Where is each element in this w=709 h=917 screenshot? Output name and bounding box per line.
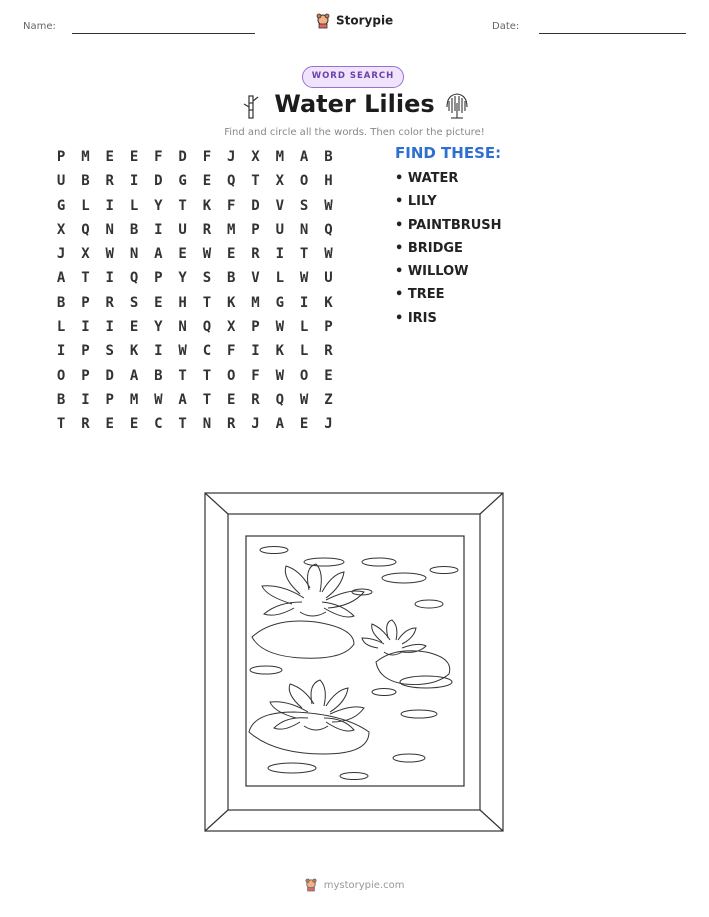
grid-letter[interactable]: P <box>56 149 66 165</box>
grid-letter[interactable]: M <box>129 391 139 408</box>
grid-letter[interactable]: A <box>275 416 285 433</box>
grid-letter[interactable]: Y <box>154 197 163 214</box>
word-list-item: • WATER <box>395 171 459 186</box>
date-label: Date: <box>492 21 520 32</box>
grid-letter[interactable]: M <box>275 149 285 165</box>
footer <box>0 878 709 892</box>
grid-letter[interactable]: P <box>81 294 90 311</box>
grid-letter[interactable]: I <box>251 343 260 360</box>
grid-letter[interactable]: R <box>251 246 260 263</box>
water-lilies-picture <box>204 492 506 834</box>
grid-letter[interactable]: Y <box>154 319 163 336</box>
grid-letter[interactable]: Q <box>275 391 285 408</box>
grid-letter[interactable]: T <box>178 367 187 384</box>
grid-letter[interactable]: P <box>105 391 114 408</box>
grid-letter[interactable]: B <box>324 149 333 165</box>
grid-row <box>49 220 341 244</box>
grid-letter[interactable]: O <box>299 367 309 384</box>
storypie-logo-icon <box>316 13 330 29</box>
word-list <box>395 171 502 334</box>
grid-letter[interactable]: W <box>178 343 187 360</box>
grid-letter[interactable]: I <box>129 173 139 190</box>
grid-letter[interactable]: E <box>129 416 139 433</box>
grid-letter[interactable]: B <box>154 367 163 384</box>
grid-letter[interactable]: U <box>178 221 187 238</box>
grid-letter[interactable]: E <box>129 319 139 336</box>
grid-letter[interactable]: I <box>154 221 163 238</box>
grid-letter[interactable]: P <box>251 221 260 238</box>
grid-letter[interactable]: O <box>227 367 236 384</box>
grid-row <box>49 390 341 414</box>
grid-letter[interactable]: T <box>202 294 212 311</box>
grid-letter[interactable]: E <box>105 416 114 433</box>
grid-letter[interactable]: L <box>299 343 309 360</box>
grid-letter[interactable]: V <box>275 197 285 214</box>
grid-letter[interactable]: E <box>299 416 309 433</box>
frame-inner <box>228 514 480 810</box>
word-list-item: • TREE <box>395 287 445 303</box>
grid-letter[interactable]: Q <box>81 221 90 238</box>
grid-letter[interactable]: F <box>227 197 236 214</box>
grid-letter[interactable]: D <box>105 367 114 384</box>
grid-letter[interactable]: B <box>227 270 236 287</box>
grid-letter[interactable]: B <box>56 391 66 408</box>
grid-letter[interactable]: W <box>324 197 333 214</box>
grid-letter[interactable]: K <box>227 294 236 311</box>
grid-letter[interactable]: U <box>324 270 333 287</box>
grid-letter[interactable]: W <box>275 367 285 384</box>
page-title: Water Lilies <box>274 90 435 118</box>
grid-letter[interactable]: T <box>81 270 90 287</box>
word-list-item: • WILLOW <box>395 264 469 280</box>
grid-letter[interactable]: B <box>56 294 66 311</box>
grid-letter[interactable]: R <box>105 173 114 190</box>
grid-letter[interactable]: C <box>202 343 212 360</box>
grid-letter[interactable]: I <box>154 343 163 360</box>
grid-row <box>49 171 341 195</box>
grid-letter[interactable]: X <box>275 173 285 190</box>
grid-letter[interactable]: Z <box>324 391 333 408</box>
grid-letter[interactable]: N <box>299 221 309 238</box>
grid-letter[interactable]: T <box>202 391 212 408</box>
grid-row <box>49 196 341 220</box>
grid-letter[interactable]: Q <box>129 270 139 287</box>
grid-letter[interactable]: W <box>324 246 333 263</box>
grid-letter[interactable]: J <box>56 246 66 263</box>
grid-letter[interactable]: M <box>81 149 90 165</box>
grid-letter[interactable]: G <box>275 294 285 311</box>
grid-letter[interactable]: O <box>299 173 309 190</box>
grid-letter[interactable]: I <box>299 294 309 311</box>
grid-letter[interactable]: X <box>251 149 260 165</box>
grid-letter[interactable]: W <box>299 391 309 408</box>
grid-letter[interactable]: C <box>154 416 163 433</box>
grid-letter[interactable]: P <box>251 319 260 336</box>
grid-letter[interactable]: S <box>299 197 309 214</box>
grid-letter[interactable]: A <box>56 270 66 287</box>
word-list-item: • BRIDGE <box>395 240 463 256</box>
grid-letter[interactable]: A <box>178 391 187 408</box>
grid-row <box>49 293 341 317</box>
word-list-item: • LILY <box>395 194 437 210</box>
grid-letter[interactable]: X <box>227 319 236 336</box>
grid-row <box>49 341 341 365</box>
grid-letter[interactable]: P <box>81 343 90 360</box>
grid-letter[interactable]: R <box>81 416 90 433</box>
grid-letter[interactable]: U <box>56 173 66 190</box>
grid-letter[interactable]: W <box>202 246 212 263</box>
grid-letter[interactable]: R <box>251 391 260 408</box>
name-label: Name: <box>23 21 56 32</box>
grid-letter[interactable]: E <box>154 294 163 311</box>
grid-letter[interactable]: H <box>178 294 187 311</box>
grid-letter[interactable]: F <box>227 343 236 360</box>
instructions: Find and circle all the words. Then color the picture! <box>224 127 485 138</box>
storypie-logo-icon <box>305 878 317 892</box>
grid-letter[interactable]: K <box>275 343 285 360</box>
willow-tree-icon <box>442 91 472 121</box>
find-these-title: FIND THESE: <box>395 144 502 162</box>
grid-letter[interactable]: Q <box>202 319 212 336</box>
grid-letter[interactable]: K <box>202 197 212 214</box>
grid-letter[interactable]: Y <box>178 270 187 287</box>
grid-row <box>49 414 341 438</box>
grid-row <box>49 366 341 390</box>
grid-row <box>49 268 341 292</box>
grid-row <box>49 147 341 171</box>
grid-letter[interactable]: I <box>81 391 90 408</box>
grid-letter[interactable]: P <box>81 367 90 384</box>
grid-letter[interactable]: U <box>275 221 285 238</box>
grid-letter[interactable]: K <box>324 294 333 311</box>
date-line <box>539 33 686 34</box>
grid-letter[interactable]: N <box>178 319 187 336</box>
grid-letter[interactable]: N <box>202 416 212 433</box>
grid-letter[interactable]: R <box>227 416 236 433</box>
grid-letter[interactable]: R <box>324 343 333 360</box>
grid-letter[interactable]: S <box>129 294 139 311</box>
name-line <box>72 33 255 34</box>
grid-letter[interactable]: I <box>105 270 114 287</box>
grid-letter[interactable]: E <box>324 367 333 384</box>
grid-letter[interactable]: L <box>129 197 139 214</box>
grid-letter[interactable]: T <box>178 416 187 433</box>
grid-letter[interactable]: W <box>299 270 309 287</box>
grid-letter[interactable]: F <box>202 149 212 165</box>
grid-letter[interactable]: E <box>178 246 187 263</box>
grid-letter[interactable]: E <box>227 391 236 408</box>
grid-letter[interactable]: T <box>299 246 309 263</box>
grid-letter[interactable]: M <box>251 294 260 311</box>
grid-letter[interactable]: A <box>129 367 139 384</box>
grid-letter[interactable]: S <box>105 343 114 360</box>
grid-letter[interactable]: G <box>178 173 187 190</box>
grid-letter[interactable]: W <box>105 246 114 263</box>
grid-letter[interactable]: N <box>129 246 139 263</box>
grid-letter[interactable]: T <box>251 173 260 190</box>
grid-letter[interactable]: J <box>227 149 236 165</box>
grid-letter[interactable]: W <box>275 319 285 336</box>
grid-letter[interactable]: K <box>129 343 139 360</box>
grid-letter[interactable]: R <box>202 221 212 238</box>
grid-letter[interactable]: I <box>275 246 285 263</box>
grid-letter[interactable]: W <box>154 391 163 408</box>
brand-name: Storypie <box>335 13 394 28</box>
brand <box>0 13 709 29</box>
grid-letter[interactable]: J <box>324 416 333 433</box>
letter-grid <box>49 147 341 439</box>
grid-letter[interactable]: O <box>56 367 66 384</box>
grid-letter[interactable]: I <box>105 319 114 336</box>
word-list-item: • IRIS <box>395 310 437 326</box>
grid-letter[interactable]: P <box>154 270 163 287</box>
grid-letter[interactable]: V <box>251 270 260 287</box>
grid-letter[interactable]: L <box>81 197 90 214</box>
grid-letter[interactable]: E <box>105 149 114 165</box>
grid-letter[interactable]: R <box>105 294 114 311</box>
grid-letter[interactable]: P <box>324 319 333 336</box>
grid-letter[interactable]: L <box>275 270 285 287</box>
word-search-badge: WORD SEARCH <box>302 66 404 88</box>
grid-letter[interactable]: I <box>105 197 114 214</box>
grid-letter[interactable]: E <box>129 149 139 165</box>
grid-letter[interactable]: D <box>154 173 163 190</box>
grid-letter[interactable]: D <box>251 197 260 214</box>
grid-letter[interactable]: X <box>56 221 66 238</box>
grid-letter[interactable]: E <box>202 173 212 190</box>
grid-letter[interactable]: Q <box>324 221 333 238</box>
grid-letter[interactable]: E <box>227 246 236 263</box>
grid-row <box>49 244 341 268</box>
grid-letter[interactable]: T <box>178 197 187 214</box>
grid-letter[interactable]: T <box>202 367 212 384</box>
grid-letter[interactable]: A <box>299 149 309 165</box>
grid-letter[interactable]: L <box>56 319 66 336</box>
grid-letter[interactable]: N <box>105 221 114 238</box>
footer-url: mystorypie.com <box>323 880 405 891</box>
grid-letter[interactable]: H <box>324 173 333 190</box>
grid-letter[interactable]: L <box>299 319 309 336</box>
grid-letter[interactable]: I <box>56 343 66 360</box>
grid-letter[interactable]: B <box>129 221 139 238</box>
grid-letter[interactable]: F <box>251 367 260 384</box>
grid-letter[interactable]: T <box>56 416 66 433</box>
grid-letter[interactable]: S <box>202 270 212 287</box>
grid-letter[interactable]: X <box>81 246 90 263</box>
grid-letter[interactable]: F <box>154 149 163 165</box>
grid-row <box>49 317 341 341</box>
frame-outer <box>205 493 503 831</box>
grid-letter[interactable]: G <box>56 197 66 214</box>
grid-letter[interactable]: J <box>251 416 260 433</box>
grid-letter[interactable]: D <box>178 149 187 165</box>
word-list-item: • PAINTBRUSH <box>395 217 502 233</box>
grid-letter[interactable]: B <box>81 173 90 190</box>
grid-letter[interactable]: Q <box>227 173 236 190</box>
grid-letter[interactable]: A <box>154 246 163 263</box>
grid-letter[interactable]: M <box>227 221 236 238</box>
grid-letter[interactable]: I <box>81 319 90 336</box>
